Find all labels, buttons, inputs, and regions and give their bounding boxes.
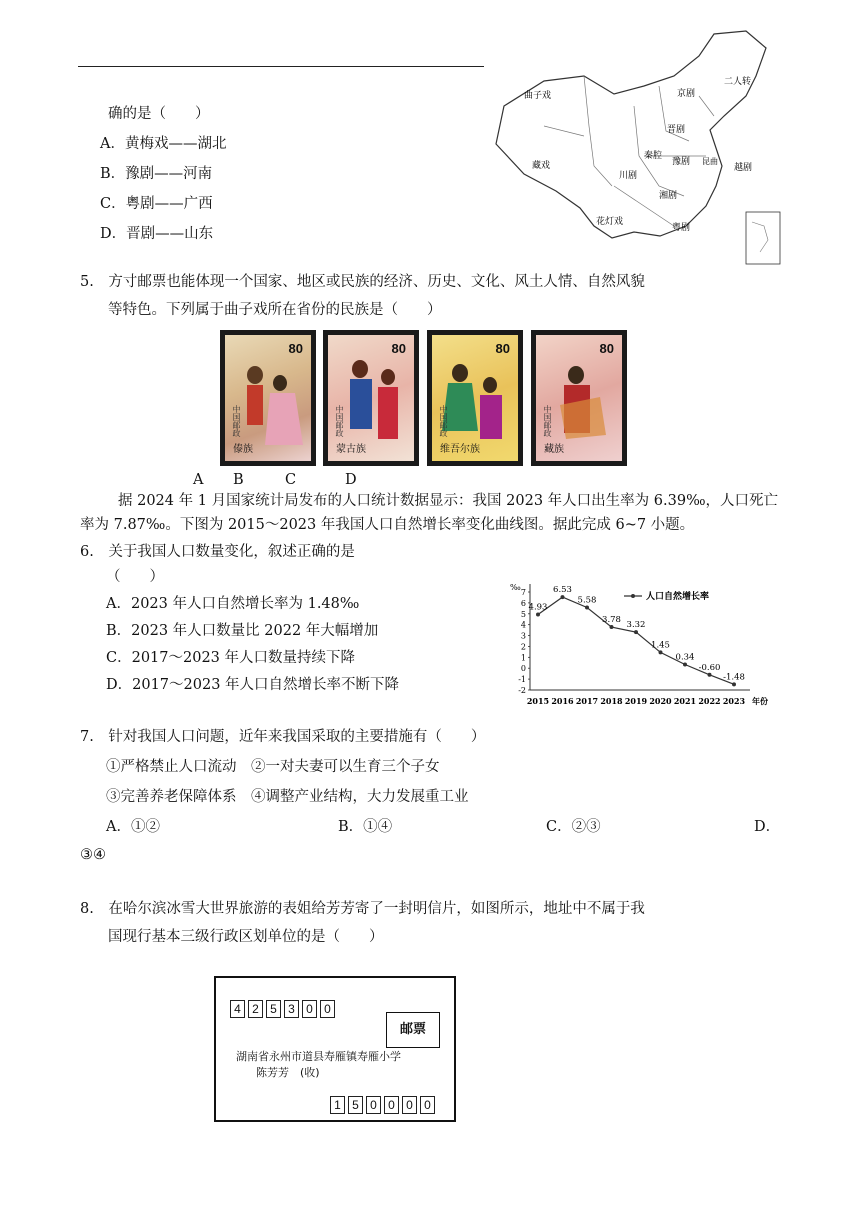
data-point: [708, 673, 712, 677]
legend: [624, 590, 709, 602]
stamp-d-name: 藏族: [544, 444, 564, 455]
stamp-d: [531, 330, 627, 466]
q6-option-b: B．2023 年人口数量比 2022 年大幅增加: [106, 623, 379, 639]
q6-line2: （ ）: [106, 569, 164, 585]
q7-option-d: D．: [754, 819, 781, 835]
postcard-recipient: 陈芳芳 (收): [256, 1066, 320, 1079]
q6-option-c: C．2017～2023 年人口数量持续下降: [106, 650, 356, 666]
map-label-kunqu: 昆曲: [702, 157, 718, 166]
q8-line1: 8. 在哈尔滨冰雪大世界旅游的表姐给芳芳寄了一封明信片，如图所示，地址中不属于我: [80, 901, 645, 917]
q5-choice-b: B: [233, 472, 244, 488]
x-tick-label: 2022: [698, 696, 721, 706]
q7-option-a: A．①②: [106, 819, 160, 835]
q7-option-c: C．②③: [546, 819, 601, 835]
q4-stem-tail: 确的是（ ）: [108, 106, 210, 122]
map-label-quzixi: 曲子戏: [524, 91, 552, 101]
map-label-chuanju: 川剧: [619, 171, 638, 181]
to-postcode-digit: 0: [320, 1000, 335, 1018]
stamp-d-country: 中国邮政: [543, 405, 552, 437]
stamp-a-country: 中国邮政: [232, 405, 241, 437]
postcard-to-postcode: [230, 998, 338, 1018]
q6-line1: 6. 关于我国人口数量变化，叙述正确的是: [80, 544, 355, 560]
stamp-a-value: 80: [288, 341, 303, 356]
x-tick-label: 2015: [526, 696, 550, 706]
to-postcode-digit: 2: [248, 1000, 263, 1018]
data-label: 1.45: [651, 640, 670, 651]
stamp-b: [323, 330, 419, 466]
to-postcode-digit: 3: [284, 1000, 299, 1018]
stamp-c-value: 80: [495, 341, 510, 356]
y-tick-label: 0: [520, 664, 526, 674]
stamp-c-name: 维吾尔族: [440, 444, 480, 455]
data-label: 5.58: [577, 595, 597, 606]
map-label-yueju: 越剧: [734, 163, 753, 173]
map-label-errenzhuan: 二人转: [724, 77, 752, 87]
map-label-jingju: 京剧: [677, 89, 696, 99]
map-label-zangxi: 藏戏: [532, 161, 551, 171]
data-point: [683, 663, 687, 667]
y-axis-unit: ‰: [510, 583, 521, 592]
y-tick-label: 6: [520, 598, 526, 608]
y-tick-label: 3: [520, 631, 526, 641]
data-label: -1.48: [723, 672, 745, 683]
data-point: [732, 682, 736, 686]
q7-line2: ①严格禁止人口流动 ②一对夫妻可以生育三个子女: [106, 759, 440, 775]
x-tick-label: 2016: [551, 696, 574, 706]
data-point: [536, 613, 540, 617]
q4-option-b: B．豫剧——河南: [100, 166, 213, 182]
map-label-qinqiang: 秦腔: [644, 151, 663, 161]
q5-choice-d: D: [345, 472, 357, 488]
q8-line2: 国现行基本三级行政区划单位的是（ ）: [108, 929, 384, 945]
map-label-xiangju: 湘剧: [659, 191, 678, 201]
x-tick-label: 2020: [649, 696, 672, 706]
to-postcode-digit: 5: [266, 1000, 281, 1018]
postcard-stamp-box: 邮票: [386, 1012, 440, 1048]
q5-line1: 5. 方寸邮票也能体现一个国家、地区或民族的经济、历史、文化、风土人情、自然风貌: [80, 274, 645, 290]
stamp-c: [427, 330, 523, 466]
q5-line2: 等特色。下列属于曲子戏所在省份的民族是（ ）: [108, 302, 442, 318]
data-point: [610, 625, 614, 629]
y-tick-label: 7: [520, 588, 526, 597]
data-label: -0.60: [698, 662, 721, 673]
intro-line1: 据 2024 年 1 月国家统计局发布的人口统计数据显示：我国 2023 年人口出生率为 6.39‰，人口死亡: [118, 493, 779, 509]
map-label-yueju-canton: 粤剧: [672, 223, 691, 233]
data-label: 0.34: [675, 652, 695, 663]
from-postcode-digit: 0: [384, 1096, 399, 1114]
top-rule: [78, 66, 484, 67]
data-point: [659, 650, 663, 654]
q6-option-d: D．2017～2023 年人口自然增长率不断下降: [106, 677, 400, 693]
q7-option-b: B．①④: [338, 819, 393, 835]
x-tick-label: 2018: [600, 696, 623, 706]
y-tick-label: -1: [518, 675, 526, 685]
x-tick-label: 2021: [673, 696, 697, 706]
y-tick-label: 1: [520, 653, 526, 663]
postcard-address: 湖南省永州市道县寿雁镇寿雁小学: [236, 1050, 401, 1063]
population-growth-chart: [506, 574, 782, 714]
y-tick-label: 5: [520, 609, 526, 619]
y-tick-label: -2: [518, 686, 526, 695]
stamp-a-name: 傣族: [233, 444, 253, 455]
q6-option-a: A．2023 年人口自然增长率为 1.48‰: [106, 596, 360, 612]
from-postcode-digit: 1: [330, 1096, 345, 1114]
postcard: [214, 976, 456, 1122]
data-point: [561, 595, 565, 599]
y-tick-label: 2: [520, 642, 526, 652]
stamp-a: [220, 330, 316, 466]
stamp-b-value: 80: [391, 341, 406, 356]
stamp-c-country: 中国邮政: [439, 405, 448, 437]
from-postcode-digit: 0: [402, 1096, 417, 1114]
legend-label: 人口自然增长率: [646, 592, 710, 602]
map-label-yuju: 豫剧: [672, 157, 691, 167]
data-point: [634, 630, 638, 634]
x-tick-label: 2023: [722, 696, 746, 706]
to-postcode-digit: 4: [230, 1000, 245, 1018]
from-postcode-digit: 5: [348, 1096, 363, 1114]
y-tick-label: 4: [520, 620, 526, 630]
stamp-b-country: 中国邮政: [335, 405, 344, 437]
x-tick-label: 2019: [624, 696, 648, 706]
x-tick-label: 2017: [575, 696, 599, 706]
data-label: 4.93: [528, 602, 548, 613]
x-axis-label: 年份: [752, 696, 768, 706]
map-label-huadengxi: 花灯戏: [596, 217, 624, 227]
from-postcode-digit: 0: [366, 1096, 381, 1114]
q7-line3: ③完善养老保障体系 ④调整产业结构，大力发展重工业: [106, 789, 469, 805]
data-label: 6.53: [553, 585, 572, 596]
q5-choice-a: A: [193, 472, 204, 488]
map-label-jinju: 晋剧: [667, 125, 686, 135]
data-point: [585, 605, 589, 609]
q4-option-c: C．粤剧——广西: [100, 196, 213, 212]
q7-line1: 7. 针对我国人口问题，近年来我国采取的主要措施有（ ）: [80, 729, 486, 745]
postcard-from-postcode: [330, 1094, 438, 1114]
intro-line2: 率为 7.87‰。下图为 2015～2023 年我国人口自然增长率变化曲线图。据此完成 6~7 小题。: [80, 517, 695, 533]
data-label: 3.32: [626, 620, 646, 631]
q4-option-d: D．晋剧——山东: [100, 226, 214, 242]
q4-option-a: A．黄梅戏——湖北: [100, 136, 227, 152]
data-label: 3.78: [602, 615, 621, 626]
from-postcode-digit: 0: [420, 1096, 435, 1114]
q7-option-d-wrap: ③④: [80, 847, 106, 863]
to-postcode-digit: 0: [302, 1000, 317, 1018]
q5-choice-c: C: [285, 472, 297, 488]
china-opera-map: [484, 26, 784, 270]
stamp-b-name: 蒙古族: [336, 444, 366, 455]
stamp-d-value: 80: [599, 341, 614, 356]
legend-marker: [631, 594, 635, 598]
